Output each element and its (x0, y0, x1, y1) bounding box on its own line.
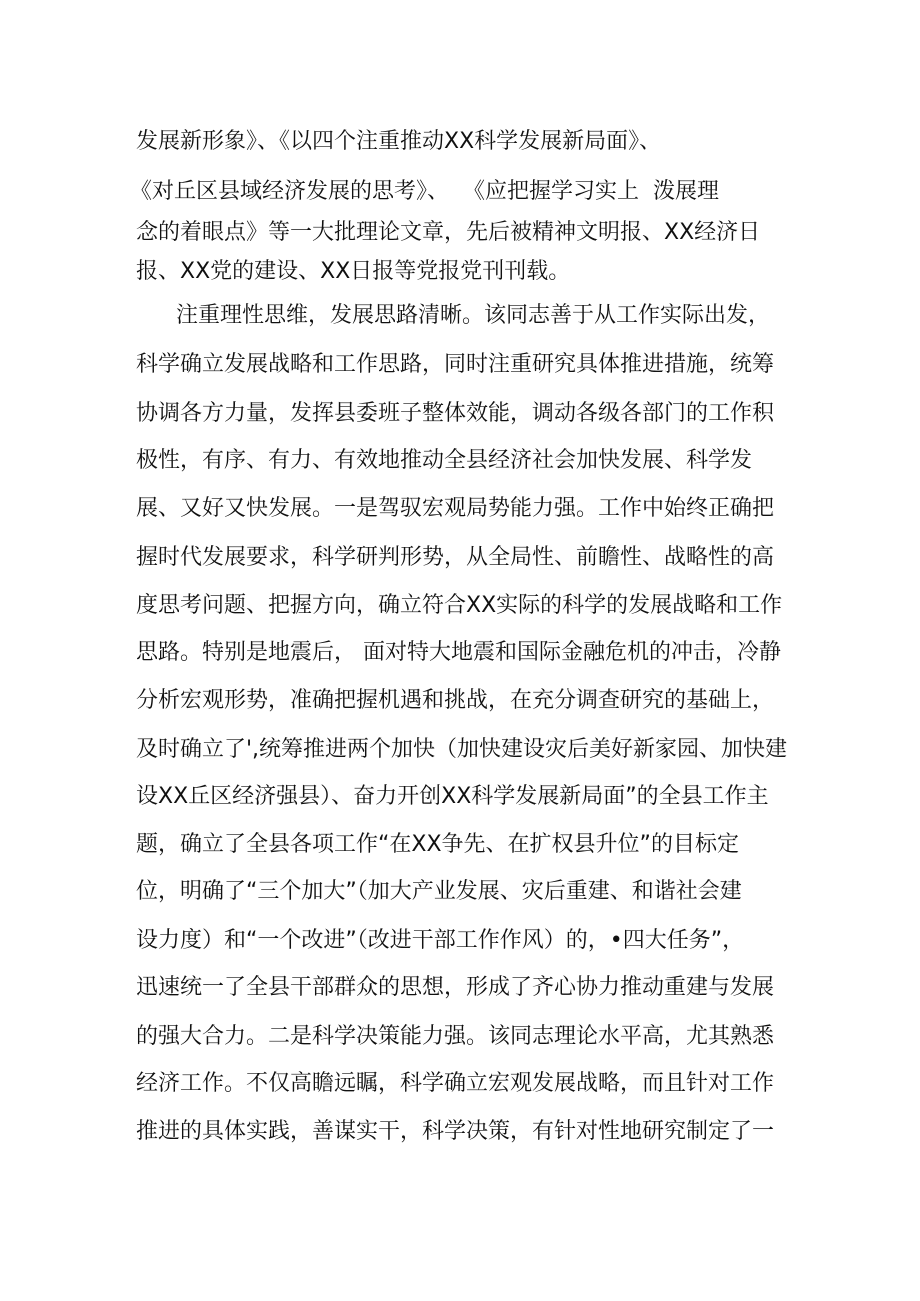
text-line: 度思考问题、把握方向，确立符合XX实际的科学的发展战略和工作 (136, 593, 783, 618)
text-line: 位，明确了“三个加大”（加大产业发展、灾后重建、和谐社会建 (136, 879, 742, 904)
text-line: 及时确立了',统筹推进两个加快（加快建设灾后美好新家园、加快建 (136, 737, 788, 762)
text-line: 念的着眼点》等一大批理论文章，先后被精神文明报、XX经济日 (136, 220, 761, 245)
text-line: 设力度）和“一个改进”（改进干部工作作风）的，•四大任务”， (136, 928, 745, 953)
text-line: 报、XX党的建设、XX日报等党报党刊刊载。 (136, 259, 571, 284)
text-line: 握时代发展要求，科学研判形势，从全局性、前瞻性、战略性的高 (136, 545, 775, 570)
text-line: 展、又好又快发展。一是驾驭宏观局势能力强。工作中始终正确把 (136, 496, 775, 521)
text-line: 《对丘区县域经济发展的思考》、 《应把握学习实上 泼展理 (130, 179, 719, 204)
text-line: 题，确立了全县各项工作“在XX争先、在扩权县升位”的目标定 (136, 832, 739, 857)
text-line: 注重理性思维，发展思路清晰。该同志善于从工作实际出发， (176, 303, 771, 328)
text-line: 思路。特别是地震后， 面对特大地震和国际金融危机的冲击，冷静 (136, 640, 781, 665)
text-line: 科学确立发展战略和工作思路，同时注重研究具体推进措施，统筹 (136, 352, 775, 377)
text-line: 的强大合力。二是科学决策能力强。该同志理论水平高，尤其熟悉 (136, 1024, 775, 1049)
text-line: 协调各方力量，发挥县委班子整体效能，调动各级各部门的工作积 (136, 401, 775, 426)
text-line: 发展新形象》、《以四个注重推动XX科学发展新局面》、 (136, 129, 662, 154)
text-line: 推进的具体实践，善谋实干，科学决策，有针对性地研究制定了一 (136, 1119, 775, 1144)
text-line: 极性，有序、有力、有效地推动全县经济社会加快发展、科学发 (136, 448, 753, 473)
text-line: 迅速统一了全县干部群众的思想，形成了齐心协力推动重建与发展 (136, 975, 775, 1000)
text-line: 经济工作。不仅高瞻远瞩，科学确立宏观发展战略，而且针对工作 (136, 1071, 775, 1096)
text-line: 分析宏观形势，准确把握机遇和挑战，在充分调查研究的基础上， (136, 688, 775, 713)
text-line: 设XX丘区经济强县）、奋力开创XX科学发展新局面”的全县工作主 (136, 784, 769, 809)
